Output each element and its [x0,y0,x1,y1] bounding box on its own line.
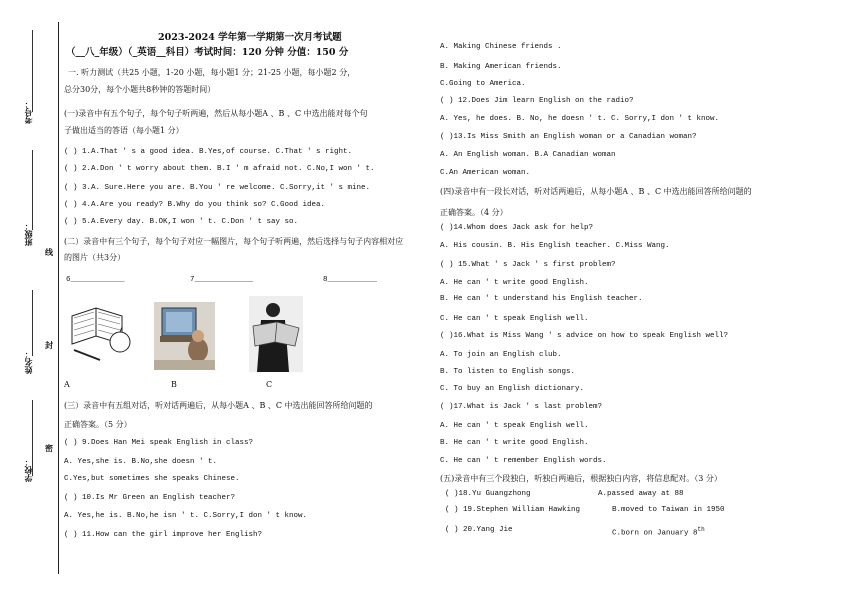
blank-8: 8___________ [323,276,378,284]
question-1: ( ) 1.A.That ' s a good idea. B.Yes,of course. C.That ' s right. [64,148,353,156]
blank-6: 6____________ [66,276,125,284]
question-17: ( )17.What is Jack ' s last problem? [440,403,603,411]
match-c [612,526,705,538]
question-14-options: A. His cousin. B. His English teacher. C.Miss Wang. [440,242,670,250]
section1-title: 一. 听力测试（共25 小题，1-20 小题，每小题1 分；21-25 小题，每小题2 分， [68,68,356,77]
question-18: ( )18.Yu Guangzhong [445,490,531,498]
question-17-option-c: C. He can ' t remember English words. [440,457,607,465]
question-16: ( )16.What is Miss Wang ' s advice on how to speak English well? [440,332,729,340]
question-2: ( ) 2.A.Don ' t worry about them. B.I ' m afraid not. C.No,I won ' t. [64,165,375,173]
part2-title-2: 的图片（共3分） [64,253,126,262]
match-c-text: C.born on January 8 [612,529,698,538]
question-11: ( ) 11.How can the girl improve her English? [64,531,263,539]
question-9-options: A. Yes,she is. B.No,she doesn ' t. [64,458,218,466]
question-11-option-c: C.Going to America. [440,80,526,88]
question-10-options: A. Yes,he is. B.No,he isn ' t. C.Sorry,I don ' t know. [64,512,308,520]
question-9: ( ) 9.Does Han Mei speak English in class? [64,439,254,447]
blank-7: 7_____________ [190,276,254,284]
seal-secret-char: 密 [45,443,53,453]
part1-title-2: 子做出适当的答语（每小题1 分） [64,126,184,135]
exam-title: 2023-2024 学年第一学期第一次月考试题 [158,32,342,43]
name-label: 姓名： [23,350,33,374]
question-19: ( ) 19.Stephen William Hawking [445,506,581,514]
question-20: ( ) 20.Yang Jie [445,526,513,534]
picture-label-b: B [171,380,177,389]
match-b: B.moved to Taiwan in 1950 [612,506,725,514]
question-12: ( ) 12.Does Jim learn English on the radio? [440,97,634,105]
seal-line-char: 线 [45,247,53,257]
question-13: ( )13.Is Miss Smith an English woman or a Canadian woman? [440,133,697,141]
question-13-option-c: C.An American woman. [440,169,531,177]
part4-title-2: 正确答案。（4 分） [440,208,508,217]
exam-subtitle: （__八_年级）（_英语__科目）考试时间：120 分钟 分值：150 分 [66,47,349,58]
binding-line [58,22,59,574]
question-15-option-b: B. He can ' t understand his English teacher. [440,295,643,303]
question-14: ( )14.Whom does Jack ask for help? [440,224,594,232]
question-9-option-c: C.Yes,but sometimes she speaks Chinese. [64,475,240,483]
picture-book-apple [66,300,134,362]
part3-title: (三）录音中有五组对话，听对话两遍后，从每小题A 、B 、C 中选出能回答所给问题的 [64,401,373,410]
section1-title-2: 总分30分，每个小题共8秒钟的答题时间） [64,85,216,94]
question-15-option-c: C. He can ' t speak English well. [440,315,589,323]
picture-label-a: A [64,380,70,389]
question-4: ( ) 4.A.Are you ready? B.Why do you think so? C.Good idea. [64,201,326,209]
question-16-option-c: C. To buy an English dictionary. [440,385,585,393]
question-15: ( ) 15.What ' s Jack ' s first problem? [440,261,616,269]
question-3: ( ) 3.A. Sure.Here you are. B.You ' re welcome. C.Sorry,it ' s mine. [64,184,371,192]
part1-title: (一)录音中有五个句子，每个句子听两遍，然后从每小题A 、B 、C 中选出能对每个句 [64,109,368,118]
exam-no-label: 考号： [23,100,33,124]
question-5: ( ) 5.A.Every day. B.OK,I won ' t. C.Don ' t say so. [64,218,299,226]
picture-label-c: C [266,380,273,389]
part2-title: (二）录音中有三个句子，每个句子对应一幅图片，每个句子听两遍，然后选择与句子内容相对应 [64,237,404,246]
question-11-option-b: B. Making American friends. [440,63,562,71]
question-17-option-b: B. He can ' t write good English. [440,439,589,447]
class-line [32,150,33,230]
question-16-option-b: B. To listen to English songs. [440,368,576,376]
match-a: A.passed away at 88 [598,490,684,498]
part4-title: (四)录音中有一段长对话，听对话两遍后，从每小题A 、B 、C 中选出能回答所给问题的 [440,187,752,196]
question-12-options: A. Yes, he does. B. No, he doesn ' t. C. Sorry,I don ' t know. [440,115,720,123]
seal-seal-char: 封 [45,340,53,350]
question-17-option-a: A. He can ' t speak English well. [440,422,589,430]
part5-title: (五)录音中有三个段独白，听独白两遍后，根据独白内容，将信息配对。（3 分） [440,474,722,483]
question-13-options: A. An English woman. B.A Canadian woman [440,151,616,159]
picture-watching-tv [154,302,215,370]
class-label: 班级： [23,222,33,246]
school-label: 学校： [23,458,33,482]
name-line [32,290,33,356]
question-16-option-a: A. To join an English club. [440,351,562,359]
match-c-superscript: th [697,526,705,533]
part3-title-2: 正确答案。（5 分） [64,420,132,429]
question-15-option-a: A. He can ' t write good English. [440,279,589,287]
question-11-option-a: A. Making Chinese friends . [440,43,562,51]
question-10: ( ) 10.Is Mr Green an English teacher? [64,494,236,502]
picture-man-newspaper [249,296,303,372]
